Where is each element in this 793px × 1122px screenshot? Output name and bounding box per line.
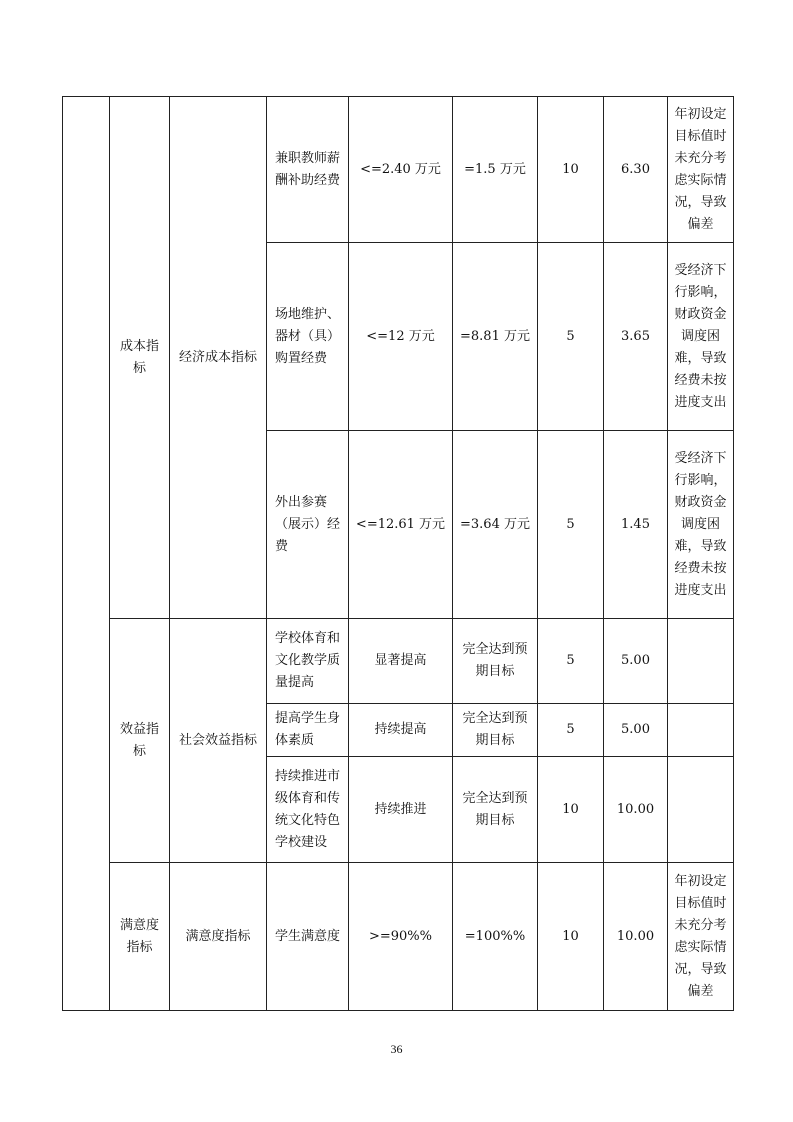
actual-value: =100%% bbox=[453, 863, 538, 1011]
indicator-name: 提高学生身体素质 bbox=[267, 704, 349, 757]
actual-value: =8.81 万元 bbox=[453, 243, 538, 431]
indicator-name: 兼职教师薪酬补助经费 bbox=[267, 97, 349, 243]
weight-value: 10 bbox=[538, 757, 604, 863]
deviation-note bbox=[668, 757, 734, 863]
table-row bbox=[63, 863, 734, 1011]
weight-value: 10 bbox=[538, 863, 604, 1011]
actual-value: =1.5 万元 bbox=[453, 97, 538, 243]
table-row bbox=[63, 619, 734, 704]
category-column-blank bbox=[63, 97, 110, 1011]
level1-indicator: 效益指标 bbox=[110, 619, 170, 863]
performance-table bbox=[62, 96, 734, 1011]
target-value: <=12 万元 bbox=[349, 243, 453, 431]
target-value: 持续推进 bbox=[349, 757, 453, 863]
deviation-note: 年初设定目标值时未充分考虑实际情况，导致偏差 bbox=[668, 863, 734, 1011]
level1-indicator: 满意度指标 bbox=[110, 863, 170, 1011]
deviation-note: 受经济下行影响，财政资金调度困难，导致经费未按进度支出 bbox=[668, 243, 734, 431]
deviation-note bbox=[668, 704, 734, 757]
score-value: 6.30 bbox=[604, 97, 668, 243]
score-value: 10.00 bbox=[604, 757, 668, 863]
score-value: 10.00 bbox=[604, 863, 668, 1011]
actual-value: 完全达到预期目标 bbox=[453, 757, 538, 863]
actual-value: =3.64 万元 bbox=[453, 431, 538, 619]
level2-indicator: 社会效益指标 bbox=[170, 619, 267, 863]
deviation-note bbox=[668, 619, 734, 704]
weight-value: 5 bbox=[538, 243, 604, 431]
deviation-note: 受经济下行影响，财政资金调度困难，导致经费未按进度支出 bbox=[668, 431, 734, 619]
level1-indicator: 成本指标 bbox=[110, 97, 170, 619]
table-row bbox=[63, 97, 734, 243]
weight-value: 5 bbox=[538, 431, 604, 619]
indicator-name: 持续推进市级体育和传统文化特色学校建设 bbox=[267, 757, 349, 863]
score-value: 5.00 bbox=[604, 704, 668, 757]
score-value: 5.00 bbox=[604, 619, 668, 704]
weight-value: 5 bbox=[538, 619, 604, 704]
target-value: 显著提高 bbox=[349, 619, 453, 704]
indicator-name: 外出参赛（展示）经费 bbox=[267, 431, 349, 619]
score-value: 3.65 bbox=[604, 243, 668, 431]
deviation-note: 年初设定目标值时未充分考虑实际情况，导致偏差 bbox=[668, 97, 734, 243]
indicator-name: 场地维护、器材（具）购置经费 bbox=[267, 243, 349, 431]
indicator-name: 学生满意度 bbox=[267, 863, 349, 1011]
actual-value: 完全达到预期目标 bbox=[453, 619, 538, 704]
actual-value: 完全达到预期目标 bbox=[453, 704, 538, 757]
level2-indicator: 满意度指标 bbox=[170, 863, 267, 1011]
target-value: <=12.61 万元 bbox=[349, 431, 453, 619]
level2-indicator: 经济成本指标 bbox=[170, 97, 267, 619]
page-number: 36 bbox=[390, 1042, 403, 1056]
weight-value: 10 bbox=[538, 97, 604, 243]
target-value: 持续提高 bbox=[349, 704, 453, 757]
target-value: <=2.40 万元 bbox=[349, 97, 453, 243]
target-value: >=90%% bbox=[349, 863, 453, 1011]
score-value: 1.45 bbox=[604, 431, 668, 619]
indicator-name: 学校体育和文化教学质量提高 bbox=[267, 619, 349, 704]
weight-value: 5 bbox=[538, 704, 604, 757]
